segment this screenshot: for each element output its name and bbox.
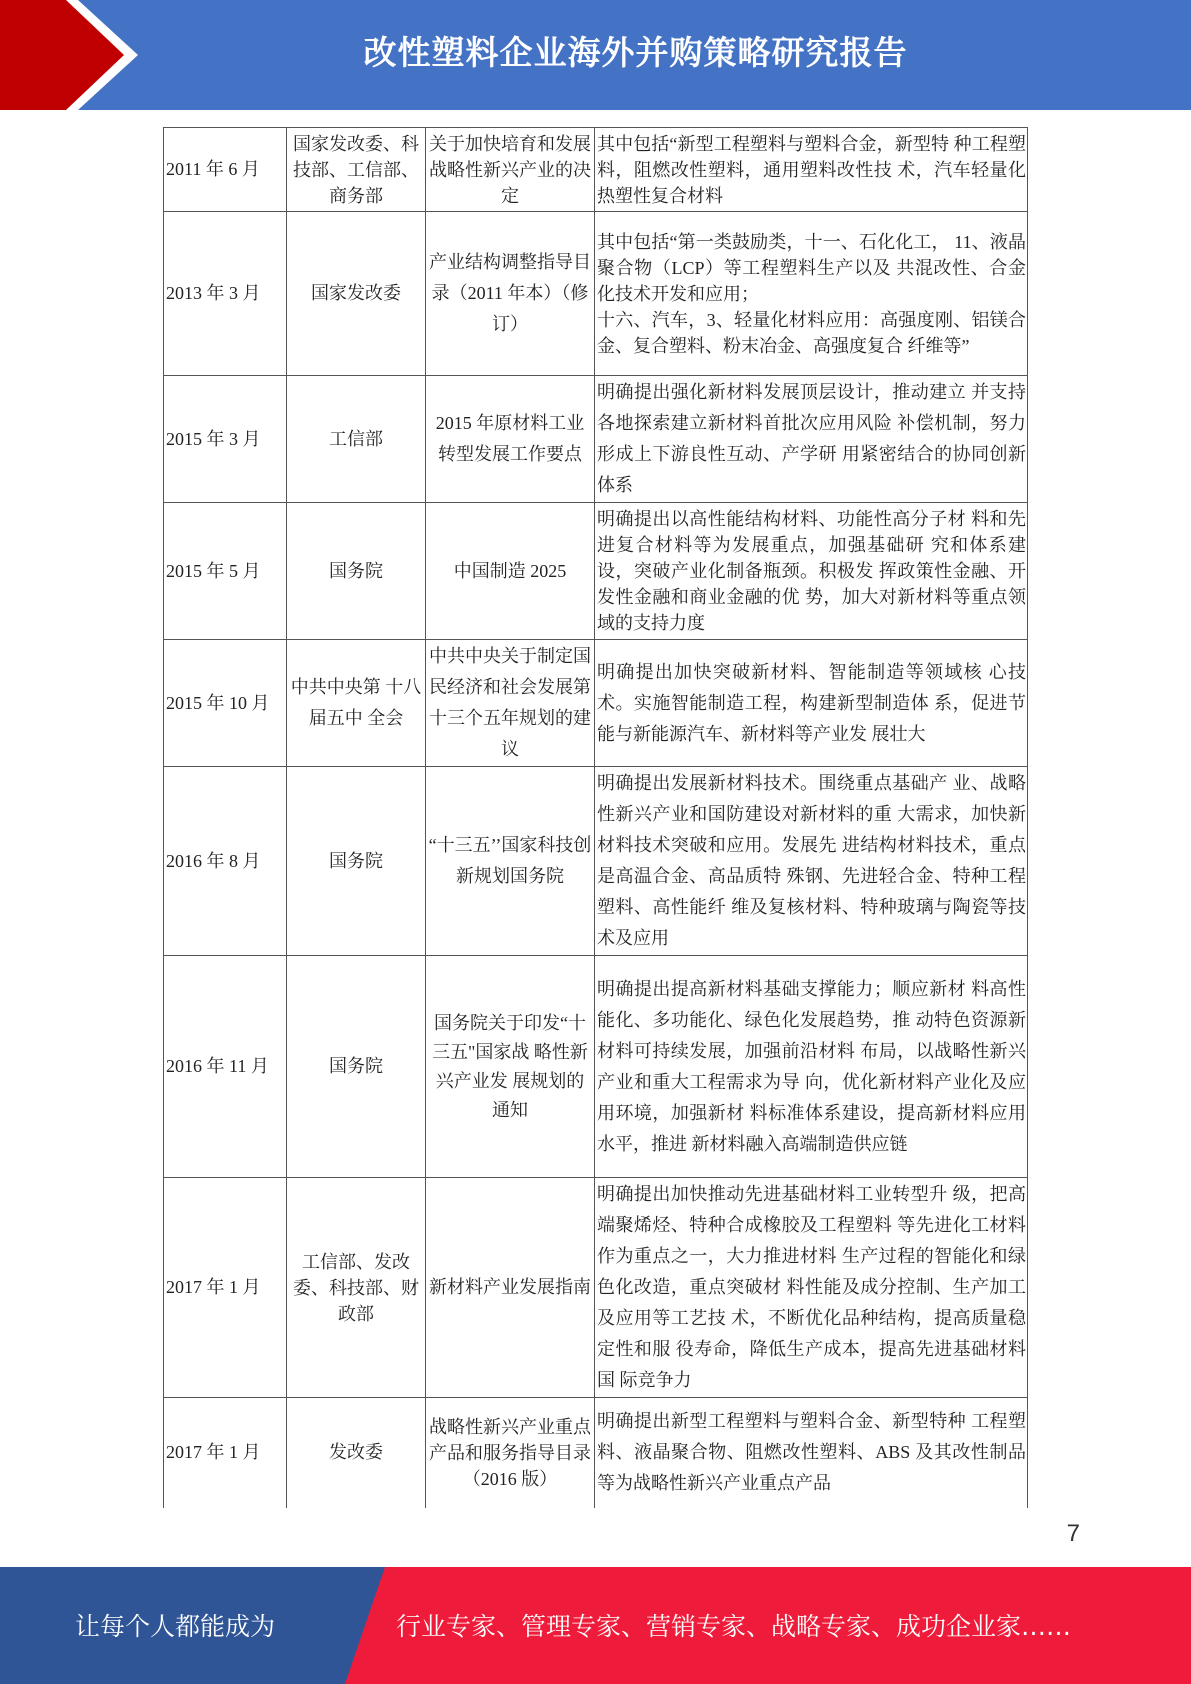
table-row <box>164 212 1028 376</box>
date-cell: 2011 年 6 月 <box>164 128 287 212</box>
content-cell: 明确提出加快突破新材料、智能制造等领域核 心技术。实施智能制造工程，构建新型制造体 系，促进节能与新能源汽车、新材料等产业发 展壮大 <box>595 640 1028 767</box>
footer-slogan-right: 行业专家、管理专家、营销专家、战略专家、成功企业家…… <box>396 1612 1072 1641</box>
content-cell: 明确提出加快推动先进基础材料工业转型升 级，把高端聚烯烃、特种合成橡胶及工程塑料 等先进化工材料作为重点之一，大力推进材料 生产过程的智能化和绿色化改造，重点突破材 料性能及成分控制、生产加工及应用等工艺技 术，不断优化品种结构，提高质量稳定性和服 役寿命，降低生产成本，提高先进基础材料国 际竞争力 <box>595 1178 1028 1398</box>
table-row <box>164 767 1028 956</box>
content-cell: 明确提出新型工程塑料与塑料合金、新型特种 工程塑料、液晶聚合物、阻燃改性塑料、ABS 及其改性制品等为战略性新兴产业重点产品 <box>595 1398 1028 1508</box>
org-cell: 国家发改委、科技部、工信部、商务部 <box>287 128 426 212</box>
policy-table <box>163 127 1028 1508</box>
table-row <box>164 956 1028 1178</box>
date-cell: 2015 年 5 月 <box>164 503 287 640</box>
doc-cell: 战略性新兴产业重点产品和服务指导目录（2016 版） <box>426 1398 595 1508</box>
doc-cell: 新材料产业发展指南 <box>426 1178 595 1398</box>
date-cell: 2017 年 1 月 <box>164 1178 287 1398</box>
table-row <box>164 1398 1028 1508</box>
doc-cell: “十三五’’国家科技创新规划国务院 <box>426 767 595 956</box>
org-cell: 国务院 <box>287 956 426 1178</box>
date-cell: 2016 年 8 月 <box>164 767 287 956</box>
date-cell: 2013 年 3 月 <box>164 212 287 376</box>
content-cell: 其中包括“新型工程塑料与塑料合金，新型特 种工程塑料，阻燃改性塑料，通用塑料改性技 术，汽车轻量化热塑性复合材料 <box>595 128 1028 212</box>
org-cell: 国务院 <box>287 767 426 956</box>
table-row <box>164 503 1028 640</box>
doc-cell: 2015 年原材料工业转型发展工作要点 <box>426 376 595 503</box>
doc-cell: 产业结构调整指导目录（2011 年本）（修订） <box>426 212 595 376</box>
content-cell: 明确提出强化新材料发展顶层设计，推动建立 并支持各地探索建立新材料首批次应用风险 补偿机制，努力形成上下游良性互动、产学研 用紧密结合的协同创新体系 <box>595 376 1028 503</box>
table-row <box>164 1178 1028 1398</box>
page-number: 7 <box>1066 1520 1080 1547</box>
doc-cell: 国务院关于印发“十三五"国家战 略性新兴产业发 展规划的通知 <box>426 956 595 1178</box>
table-row <box>164 128 1028 212</box>
org-cell: 工信部 <box>287 376 426 503</box>
date-cell: 2015 年 10 月 <box>164 640 287 767</box>
footer-banner <box>0 1567 1191 1684</box>
org-cell: 工信部、发改委、科技部、财政部 <box>287 1178 426 1398</box>
date-cell: 2017 年 1 月 <box>164 1398 287 1508</box>
org-cell: 国家发改委 <box>287 212 426 376</box>
content-cell: 明确提出提高新材料基础支撑能力；顺应新材 料高性能化、多功能化、绿色化发展趋势，推 动特色资源新材料可持续发展，加强前沿材料 布局，以战略性新兴产业和重大工程需求为导 向，优化新材料产业化及应用环境，加强新材 料标准体系建设，提高新材料应用水平，推进 新材料融入高端制造供应链 <box>595 956 1028 1178</box>
table-row <box>164 640 1028 767</box>
content-cell: 明确提出以高性能结构材料、功能性高分子材 料和先进复合材料等为发展重点，加强基础研 究和体系建设，突破产业化制备瓶颈。积极发 挥政策性金融、开发性金融和商业金融的优 势，加大对新材料等重点领域的支持力度 <box>595 503 1028 640</box>
doc-cell: 中国制造 2025 <box>426 503 595 640</box>
report-title: 改性塑料企业海外并购策略研究报告 <box>363 33 908 72</box>
table-row <box>164 376 1028 503</box>
doc-cell: 中共中央关于制定国民经济和社会发展第十三个五年规划的建议 <box>426 640 595 767</box>
date-cell: 2015 年 3 月 <box>164 376 287 503</box>
org-cell: 国务院 <box>287 503 426 640</box>
org-cell: 中共中央第 十八届五中 全会 <box>287 640 426 767</box>
content-cell: 明确提出发展新材料技术。围绕重点基础产 业、战略性新兴产业和国防建设对新材料的重 大需求，加快新材料技术突破和应用。发展先 进结构材料技术，重点是高温合金、高品质特 殊钢、先进轻合金、特种工程塑料、高性能纤 维及复核材料、特种玻璃与陶瓷等技术及应用 <box>595 767 1028 956</box>
org-cell: 发改委 <box>287 1398 426 1508</box>
date-cell: 2016 年 11 月 <box>164 956 287 1178</box>
footer-slogan-left: 让每个人都能成为 <box>74 1612 275 1641</box>
doc-cell: 关于加快培育和发展战略性新兴产业的决定 <box>426 128 595 212</box>
content-cell: 其中包括“第一类鼓励类，十一、石化化工， 11、液晶聚合物（LCP）等工程塑料生产以及 共混改性、合金化技术开发和应用； 十六、汽车，3、轻量化材料应用：高强度刚、铝镁合金、复合塑料、粉末冶金、高强度复合 纤维等” <box>595 212 1028 376</box>
header-banner <box>0 0 1191 110</box>
